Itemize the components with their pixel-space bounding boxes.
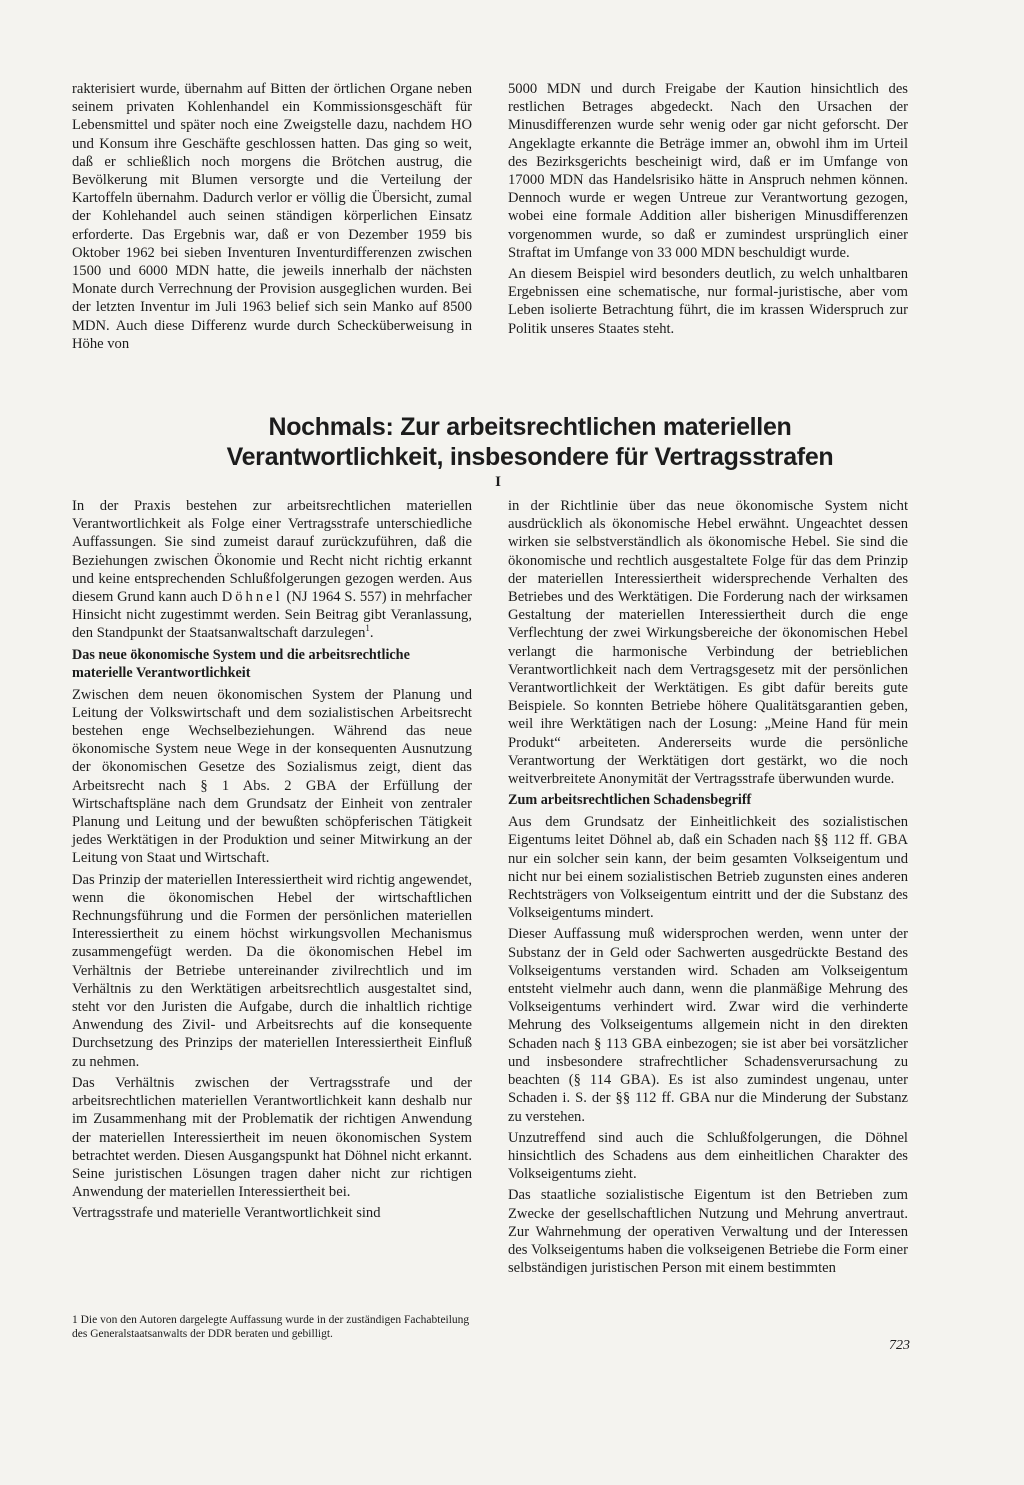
intro-text-b: (NJ 1964 S. 557) in mehrfacher Hinsicht nicht zugestimmt werden. Sein Beitrag gibt Veranlassung, den Standpunkt der Staatsanwaltschaft darzulegen bbox=[72, 589, 472, 642]
article-left-column bbox=[72, 497, 472, 1226]
paragraph: Vertragsstrafe und materielle Verantwortlichkeit sind bbox=[72, 1205, 381, 1222]
paragraph: rakterisiert wurde, übernahm auf Bitten der örtlichen Organe neben seinem privaten Kohlenhandel ein Kommissionsgeschäft für Lebensmittel und später noch eine Zweigstelle dazu, nachdem HO und Konsum ihre Geschäfte geschlossen hatten. Das ging so weit, daß er schließlich noch morgens die Brötchen austrug, die Bevölkerung mit Blumen versorgte und die Verteilung der Kartoffeln übernahm. Dadurch verlor er völlig die Übersicht, zumal der Kohlehandel auch seinen ständigen körperlichen Einsatz erforderte. Das Ergebnis war, daß er von Dezember 1959 bis Oktober 1962 bei sieben Inventuren Inventurdifferenzen zwischen 1500 und 6000 MDN hatte, die jeweils innerhalb der nächsten Monate durch Verrechnung der Provision ausgeglichen wurden. Bei der letzten Inventur im Juli 1963 belief sich sein Manko auf 8500 MDN. Auch diese Differenz wurde durch Schecküberweisung in Höhe von bbox=[72, 81, 472, 352]
paragraph: 5000 MDN und durch Freigabe der Kaution hinsichtlich des restlichen Betrages abgedeckt. Nach den Ursachen der Minusdifferenzen wurde sehr wenig oder gar nicht geforscht. Der Angeklagte erkannte die Beträge immer an, obwohl ihm im Urteil des Bezirksgerichts bescheinigt wird, daß er im Umfange von 17000 MDN das Handelsrisiko hätte in Anspruch nehmen können. Dennoch wurde er wegen Untreue zur Verantwortung gezogen, wobei eine formale Addition aller bisherigen Minusdifferenzen vorgenommen wurde, so daß er zumindest ursprünglich einer Straftat im Umfange von 33 000 MDN beschuldigt wurde. bbox=[508, 81, 908, 261]
paragraph: Das Prinzip der materiellen Interessiertheit wird richtig angewendet, wenn die ökonomischen Hebel der wirtschaftlichen Rechnungsführung und die Formen der persönlichen materiellen Interessiertheit zu einem höchst wirkungsvollen Mechanismus zusammengefügt werden. Da die ökonomischen Hebel im Verhältnis der Betriebe untereinander zivilrechtlich und im Verhältnis zu den Werktätigen arbeitsrechtlich ausgestaltet sind, steht vor den Juristen die Aufgabe, durch die inhaltlich richtige Anwendung des Zivil- und Arbeitsrechts auf die konsequente Durchsetzung des Prinzips der materiellen Interessiertheit Einfluß zu nehmen. bbox=[72, 871, 472, 1070]
page-number: 723 bbox=[889, 1338, 910, 1353]
article-title bbox=[110, 412, 950, 472]
section-heading: Zum arbeitsrechtlichen Schadensbegriff bbox=[508, 792, 752, 809]
intro-paragraph bbox=[72, 497, 472, 643]
cited-author: Döhnel bbox=[221, 589, 283, 606]
paragraph: Zwischen dem neuen ökonomischen System der Planung und Leitung der Volkswirtschaft und dem sozialistischen Arbeitsrecht bestehen enge Wechselbeziehungen. Während das neue ökonomische System neue Wege in der konsequenten Ausnutzung der ökonomischen Gesetze des Sozialismus zeigt, dient das Arbeitsrecht nach § 1 Abs. 2 GBA der Erfüllung der Wirtschaftspläne nach dem Grundsatz der Einheit von zentraler Planung und Leitung und der bewußten schöpferischen Tätigkeit jedes Werktätigen in der Produktion und seiner Mitwirkung an der Leitung von Staat und Wirtschaft. bbox=[72, 686, 472, 867]
paragraph: Aus dem Grundsatz der Einheitlichkeit des sozialistischen Eigentums leitet Döhnel ab, daß ein Schaden nach §§ 112 ff. GBA nur ein solcher sein kann, der beim gesamten Volkseigentum und nicht nur bei einem sozialistischen Betrieb zugunsten eines anderen Rechtsträgers von Volkseigentum eintritt und der die Substanz des Volkseigentums mindert. bbox=[508, 814, 908, 922]
paragraph: Das staatliche sozialistische Eigentum ist den Betrieben zum Zwecke der gesellschaftlichen Nutzung und Mehrung anvertraut. Zur Wahrnehmung der operativen Verwaltung und der Interessen des Volkseigentums haben die volkseigenen Betriebe die Form einer selbständigen juristischen Person mit einem bestimmten bbox=[508, 1187, 908, 1277]
intro-text-end: . bbox=[369, 625, 374, 642]
section-heading: Das neue ökonomische System und die arbeitsrechtliche materielle Verantwortlichkeit bbox=[72, 646, 410, 681]
paragraph: Das Verhältnis zwischen der Vertragsstrafe und der arbeitsrechtlichen materiellen Verantwortlichkeit kann deshalb nur im Zusammenhang mit der Problematik der richtigen Anwendung der materiellen Interessiertheit im neuen ökonomischen System betrachtet werden. Diesen Ausgangspunkt hat Döhnel nicht erkannt. Seine juristischen Lösungen tragen daher nicht zur richtigen Anwendung der materiellen Interessiertheit bei. bbox=[72, 1074, 472, 1201]
footnote: 1 Die von den Autoren dargelegte Auffassung wurde in der zuständigen Fachabteilung des Generalstaatsanwalts der DDR beraten und gebilligt. bbox=[72, 1314, 470, 1340]
top-right-column bbox=[508, 80, 908, 341]
article-right-column bbox=[508, 497, 908, 1280]
paragraph: Unzutreffend sind auch die Schlußfolgerungen, die Döhnel hinsichtlich des Schadens aus dem einheitlichen Charakter des Volkseigentums zieht. bbox=[508, 1129, 908, 1183]
article-title-line-2: Verantwortlichkeit, insbesondere für Vertragsstrafen bbox=[226, 443, 834, 471]
article-title-line-1: Nochmals: Zur arbeitsrechtlichen materiellen bbox=[268, 413, 792, 441]
footnote-marker: 1 bbox=[365, 623, 370, 634]
section-number: I bbox=[495, 474, 501, 490]
intro-text-a: In der Praxis bestehen zur arbeitsrechtlichen materiellen Verantwortlichkeit als Folge einer Vertragsstrafe unterschiedliche Auffassungen. Sie sind zumeist darauf zurückzuführen, daß die Beziehungen zwischen Ökonomie und Recht nicht richtig erkannt und keine entsprechenden Schlußfolgerungen gezogen werden. Aus diesem Grund kann auch bbox=[72, 498, 472, 606]
paragraph: Dieser Auffassung muß widersprochen werden, wenn unter der Substanz der in Geld oder Sachwerten ausgedrückte Bestand des Volkseigentums verstanden wird. Schaden am Volkseigentum entsteht vielmehr auch dann, wenn die planmäßige Mehrung des Volkseigentums verhindert wird. Zwar wird die verhinderte Mehrung des Volkseigentums allgemein nicht in den direkten Schaden nach § 113 GBA einbezogen; sie ist aber bei vorsätzlicher und insbesondere strafrechtlicher Schadensverursachung zu beachten (§ 114 GBA). Es ist also zumindest ungenau, unter Schaden i. S. der §§ 112 ff. GBA nur die Minderung der Substanz zu verstehen. bbox=[508, 926, 908, 1125]
paragraph: An diesem Beispiel wird besonders deutlich, zu welch unhaltbaren Ergebnissen eine schematische, nur formal-juristische, aber vom Leben isolierte Betrachtung führt, die im krassen Widerspruch zur Politik unseres Staates steht. bbox=[508, 266, 908, 337]
paragraph: in der Richtlinie über das neue ökonomische System nicht ausdrücklich als ökonomische Hebel erwähnt. Ungeachtet dessen wirken sie selbstverständlich als ökonomische Hebel. Sie sind die ökonomische und rechtlich ausgestaltete Folge für das dem Prinzip der materiellen Interessiertheit widersprechende Verhalten des Betriebes und des Werktätigen. Die Forderung nach der wirksamen Gestaltung der materiellen Interessiertheit durch die enge Verflechtung der zwei Wirkungsbereiche der ökonomischen Hebel verlangt die harmonische Verbindung der betrieblichen Verantwortlichkeit nach dem Vertragsgesetz mit der persönlichen Verantwortlichkeit der Werktätigen. Es gibt dafür bereits gute Beispiele. So konnten Betriebe höhere Qualitätsgarantien geben, weil ihre Werktätigen nach der Losung: „Meine Hand für mein Produkt“ arbeiteten. Andererseits wurde die persönliche Verantwortung der Werktätigen dort gestärkt, wo die noch weitverbreitete Anonymität der Vertragsstrafe überwunden wurde. bbox=[508, 498, 908, 788]
top-left-column bbox=[72, 80, 472, 356]
